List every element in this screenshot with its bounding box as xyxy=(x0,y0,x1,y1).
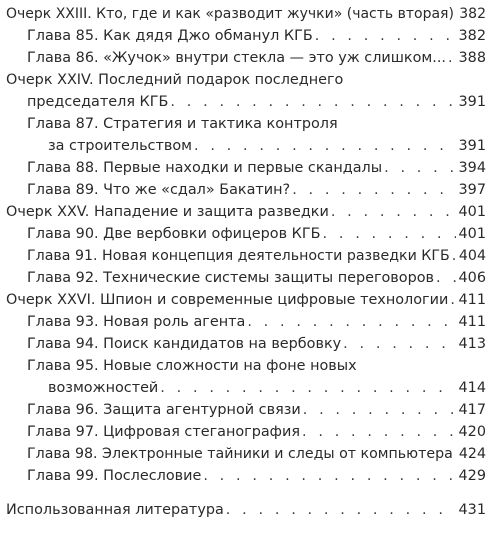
toc-entry-chapter-89[interactable] xyxy=(27,177,486,199)
toc-entry-chapter-94[interactable] xyxy=(27,331,486,353)
toc-entry-chapter-97[interactable] xyxy=(27,419,486,441)
toc-entry-title: Глава 93. Новая роль агента xyxy=(27,314,246,330)
toc-entry-title: Глава 92. Технические системы защиты переговоров xyxy=(27,270,435,286)
toc-entry-page: 420 xyxy=(458,424,486,440)
toc-entry-bibliography[interactable] xyxy=(6,497,486,519)
toc-entry-page: 406 xyxy=(458,270,486,286)
toc-entry-page: 413 xyxy=(458,336,486,352)
toc-entry-page: 411 xyxy=(458,314,486,330)
toc-entry-page: 388 xyxy=(458,50,486,66)
toc-entry-title: Глава 99. Послесловие xyxy=(27,468,202,484)
leader-dots xyxy=(331,203,456,221)
toc-entry-chapter-95-line1[interactable] xyxy=(27,353,486,375)
toc-entry-chapter-87-line1[interactable] xyxy=(27,111,486,133)
toc-entry-page: 394 xyxy=(458,160,486,176)
toc-entry-chapter-96[interactable] xyxy=(27,397,486,419)
toc-entry-title-continued: возможностей xyxy=(48,380,159,396)
toc-entry-page: 391 xyxy=(458,94,486,110)
toc-entry-page: 401 xyxy=(458,204,486,220)
toc-entry-page: 431 xyxy=(458,502,486,518)
toc-entry-title: Глава 98. Электронные тайники и следы от компьютера xyxy=(27,446,453,462)
toc-entry-page: 404 xyxy=(458,248,486,264)
toc-entry-essay-23[interactable] xyxy=(6,1,486,23)
toc-entry-title: Очерк XXIII. Кто, где и как «разводит жучки» (часть вторая) xyxy=(6,6,454,22)
toc-entry-essay-24-line2[interactable] xyxy=(27,89,486,111)
leader-dots xyxy=(292,181,455,199)
toc-entry-essay-25[interactable] xyxy=(6,199,486,221)
toc-entry-title: Глава 85. Как дядя Джо обманул КГБ xyxy=(27,28,313,44)
toc-entry-page: 414 xyxy=(458,380,486,396)
toc-entry-title: Глава 89. Что же «сдал» Бакатин? xyxy=(27,182,291,198)
toc-entry-chapter-88[interactable] xyxy=(27,155,486,177)
toc-entry-title: Очерк XXIV. Последний подарок последнего xyxy=(6,72,344,88)
toc-entry-title-continued: за строительством xyxy=(48,138,192,154)
toc-entry-title: Глава 97. Цифровая стеганография xyxy=(27,424,300,440)
toc-entry-chapter-87-line2[interactable] xyxy=(48,133,486,155)
toc-entry-page: 382 xyxy=(458,28,486,44)
leader-dots xyxy=(323,225,456,243)
leader-dots xyxy=(226,501,456,519)
toc-entry-title-continued: председателя КГБ xyxy=(27,94,169,110)
toc-entry-title: Глава 91. Новая концепция деятельности разведки КГБ xyxy=(27,248,450,264)
toc-entry-chapter-99[interactable] xyxy=(27,463,486,485)
toc-entry-chapter-90[interactable] xyxy=(27,221,486,243)
toc-entry-title: Глава 96. Защита агентурной связи xyxy=(27,402,301,418)
toc-entry-chapter-95-line2[interactable] xyxy=(48,375,486,397)
leader-dots xyxy=(436,269,456,287)
leader-dots xyxy=(194,137,456,155)
leader-dots xyxy=(303,401,456,419)
leader-dots xyxy=(343,335,455,353)
toc-entry-chapter-92[interactable] xyxy=(27,265,486,287)
toc-entry-page: 429 xyxy=(458,468,486,484)
toc-entry-chapter-91[interactable] xyxy=(27,243,486,265)
leader-dots xyxy=(247,313,455,331)
leader-dots xyxy=(160,379,455,397)
toc-entry-page: 401 xyxy=(458,226,486,242)
toc-entry-chapter-86[interactable] xyxy=(27,45,486,67)
toc-entry-title: Глава 87. Стратегия и тактика контроля xyxy=(27,116,338,132)
toc-entry-title: Глава 86. «Жучок» внутри стекла — это уж слишком... xyxy=(27,50,446,66)
toc-entry-title: Глава 95. Новые сложности на фоне новых xyxy=(27,358,357,374)
toc-entry-page: 411 xyxy=(458,292,486,308)
leader-dots xyxy=(302,423,456,441)
toc-entry-title: Глава 88. Первые находки и первые скандалы xyxy=(27,160,383,176)
leader-dots xyxy=(448,49,456,67)
toc-entry-essay-24-line1[interactable] xyxy=(6,67,486,89)
toc-entry-chapter-85[interactable] xyxy=(27,23,486,45)
toc-entry-page: 391 xyxy=(458,138,486,154)
leader-dots xyxy=(203,467,455,485)
toc-entry-page: 397 xyxy=(458,182,486,198)
toc-entry-essay-26[interactable] xyxy=(6,287,486,309)
toc-entry-title: Очерк XXVI. Шпион и современные цифровые технологии xyxy=(6,292,449,308)
toc-entry-chapter-93[interactable] xyxy=(27,309,486,331)
toc-entry-page: 424 xyxy=(458,446,486,462)
toc-entry-page: 417 xyxy=(458,402,486,418)
toc-entry-page: 382 xyxy=(459,6,486,22)
toc-entry-title: Использованная литература xyxy=(6,502,224,518)
leader-dots xyxy=(315,27,456,45)
leader-dots xyxy=(384,159,455,177)
toc-entry-title: Глава 94. Поиск кандидатов на вербовку xyxy=(27,336,342,352)
toc-entry-title: Глава 90. Две вербовки офицеров КГБ xyxy=(27,226,321,242)
leader-dots xyxy=(170,93,455,111)
toc-entry-title: Очерк XXV. Нападение и защита разведки xyxy=(6,204,329,220)
toc-entry-chapter-98[interactable] xyxy=(27,441,486,463)
